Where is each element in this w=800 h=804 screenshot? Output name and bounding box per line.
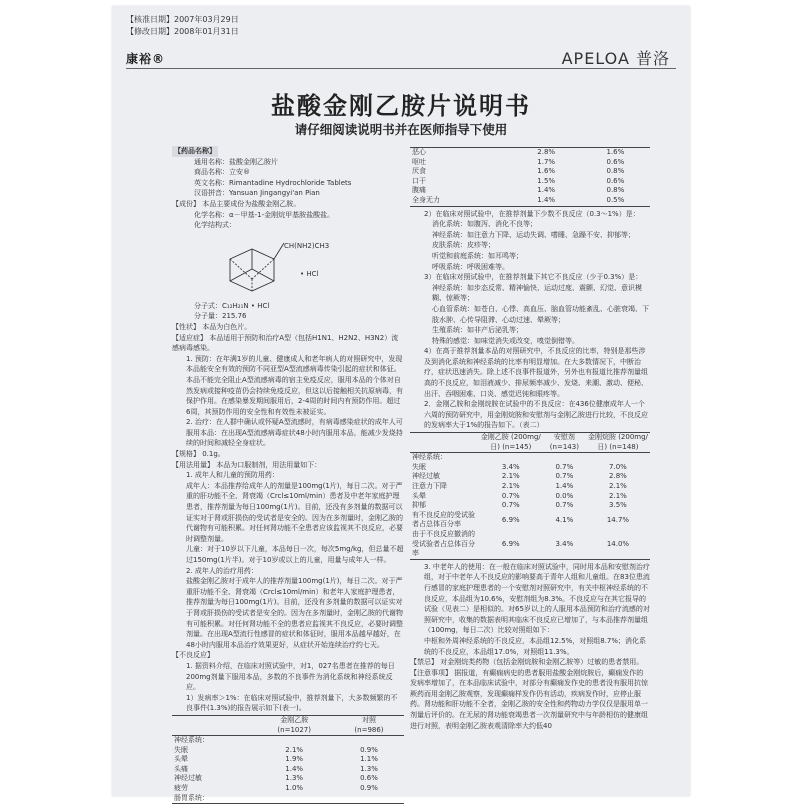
table-row — [410, 492, 650, 502]
table-cell: 神经过敏 — [174, 774, 202, 783]
table-row — [172, 784, 404, 794]
table-row — [410, 463, 650, 473]
table-cell: 0.8% — [606, 167, 625, 176]
table-row — [410, 472, 650, 482]
adr-digestive: 消化系统：如腹泻、消化不良等； — [432, 220, 537, 229]
table-cell: 2.8% — [609, 472, 627, 481]
table-cell: 0.7% — [555, 462, 574, 471]
table-cell: 失眠 — [174, 745, 188, 754]
table-row — [172, 765, 404, 775]
usage-adult: 成年人：本品推荐给成年人的剂量是100mg(1片)，每日二次。对于严重的肝功能不全、肾衰竭（Crcl≤10ml/min）患者及中老年家庭护理患者，推荐剂量为每日100mg(1片)。目前，还没有多剂量的数据可以证实对于肾或肝损伤的受试者是安全的。因为在多剂量时，金刚乙胺的代谢物有可能积累。对任何肾功能不全患者应该监视其不良反应，必要时调整剂量。 — [186, 481, 403, 543]
table-cell: 0.9% — [360, 784, 378, 793]
adr-rare: 3）在临床对照试验中，在推荐剂量下其它不良反应（少于0.3%）是： — [424, 273, 643, 282]
table-row — [410, 177, 650, 187]
structure-hcl: • HCl — [300, 269, 319, 278]
adr-nervous: 神经系统：如注意力下降、运动失调、嗜睡、急躁不安、抑郁等； — [432, 230, 635, 239]
table-row — [410, 453, 650, 463]
adr-elderly: 3. 中老年人的使用：在一般在临床对照试验中，同时用本品和安慰剂治疗组，对于中老年人不良反应的影响要高于青年人组和儿童组。在83位患流行感冒的家庭护理患者的一个安慰剂对照研究中，有关中枢神经系统的不良反应，本品组为10.6%，安慰剂组为8.3%。不良反应与在其它报导的试验（见表二）是相似的。对65岁以上的人服用本品预防和治疗流感的对照研究中，收集的数据表明其临床不良反应已增加了，与本品推荐剂量组（100mg，每日二次）比较对照组如下： — [424, 562, 650, 635]
generic-name: 通用名称：盐酸金刚乙胺片 — [194, 157, 278, 166]
table-cell: 3.5% — [609, 501, 627, 510]
usage-treatment-title: 2. 成年人的治疗用药： — [186, 566, 258, 575]
usage-treatment: 盐酸金刚乙胺对于成年人的推荐剂量100mg(1片)，每日二次。对于严重肝功能不全、肾衰竭（Crcl≤10ml/min）和老年人家庭护理患者，推荐剂量为每日100mg(1片)。目前，还没有多剂量的数据可以证实对于肾或肝损伤的受试者是安全的。因为在多剂量时，金刚乙胺的代谢物有可能积累。对任何肾功能不全的患者应监视其不良反应，必要时调整剂量。在出现A型流行性感冒的症状和体征时，服用本品越早越好，在48小时内服用本品治疗效果更好，从症状开始连续治疗约七天。 — [186, 577, 403, 649]
english-name: 英文名称：Rimantadine Hydrochloride Tablets — [194, 178, 352, 187]
table-cell: 1.6% — [606, 148, 625, 156]
table-cell: 恶心 — [412, 148, 426, 156]
adr-hearing: 听觉和前庭系统：如耳鸣等； — [432, 251, 523, 260]
table-cell: 6.9% — [501, 539, 520, 548]
adamantane-structure-icon — [212, 235, 292, 297]
table-header — [172, 715, 254, 725]
table-row — [410, 167, 650, 177]
table-row — [410, 186, 650, 196]
table-cell: 14.0% — [606, 539, 630, 548]
table-cell: 0.7% — [555, 501, 574, 510]
table-cell: 0.6% — [606, 176, 625, 185]
section-composition: 【成份】 本品主要成份为盐酸金刚乙胺。 — [172, 199, 301, 208]
table-cell: 腹痛 — [412, 186, 426, 195]
table-cell — [254, 736, 333, 746]
indication-treatment: 2. 治疗：在人群中确认或怀疑A型流感时，有病毒感染症状的成年人可服用本品：在出现A型流感病毒症状48小时内服用本品，能减少发烧持续的时间和减轻全身症状。 — [186, 418, 403, 448]
table-cell: 神经系统： — [412, 453, 447, 462]
table-cell: 1.5% — [537, 176, 556, 185]
adr-intro: 1. 据资料介绍，在临床对照试验中，对1，027名患者在推荐的每日200mg剂量下服用本品，多数的不良事件为消化系统和神经系统反应。 — [186, 661, 395, 692]
document-title: 盐酸金刚乙胺片说明书 — [271, 92, 531, 120]
chemical-name: 化学名称：α－甲基-1-金刚烷甲基胺盐酸盐。 — [194, 210, 335, 219]
table-cell: 由于不良反应撤消的受试验者占总体百分率 — [412, 529, 475, 558]
adr-rare-reproductive: 生殖系统：如非产后泌乳等； — [432, 326, 523, 335]
table-cell: 1.4% — [537, 186, 556, 195]
table-cell: 厌食 — [412, 167, 426, 176]
revise-date: 【修改日期】2008年01月31日 — [126, 27, 239, 36]
section-character: 【性状】 本品为白色片。 — [172, 322, 252, 331]
table-cell: 口干 — [412, 176, 426, 185]
table-cell: 0.6% — [606, 157, 625, 166]
table-subheader: (n=986) — [334, 726, 404, 736]
usage-prevention-title: 1. 成年人和儿童的预防用药： — [186, 471, 279, 480]
table-cell: 7.0% — [609, 462, 627, 471]
table-cell: 神经系统： — [174, 736, 209, 745]
section-contraindication: 【禁忌】 对金刚烷类药物（包括金刚烷胺和金刚乙胺等）过敏的患者禁用。 — [410, 658, 644, 667]
table-cell — [479, 453, 543, 463]
table-cell: 2.1% — [501, 482, 520, 490]
chemical-structure — [172, 231, 404, 301]
table-cell: 0.8% — [606, 186, 625, 195]
table-cell: 1.6% — [537, 167, 556, 176]
molecular-weight: 分子量：215.76 — [194, 312, 247, 321]
structure-substituent: CH(NH2)CH3 — [284, 241, 330, 250]
header-divider — [126, 68, 676, 69]
indication-prevention: 1. 预防：在年满1岁的儿童、健康成人和老年病人的对照研究中，发现本品能安全有效的预防不同亚型A型流感病毒传染引起的症状和体征。本品不能完全阻止A型流感病毒的宿主免疫反应，服用本品的个体对自然发病或接种疫苗仍会持续免疫反应，但这以后接触相关抗原病毒，有保护作用。在感染暴发期间服用后，2-4周的时间内有预防作用。超过6周，其预防作用的安全性和有效性未被证实。 — [186, 354, 403, 416]
table-row — [172, 774, 404, 784]
table-cell: 0.7% — [501, 501, 520, 510]
table-cell — [254, 794, 333, 804]
table-cell: 2.8% — [537, 148, 556, 156]
table-subheader: (n=1027) — [254, 726, 333, 736]
table-cell: 1.0% — [285, 784, 304, 793]
table-cell: 头晕 — [412, 491, 426, 500]
table-cell: 疲劳 — [174, 784, 188, 793]
table-cell: 0.7% — [501, 491, 520, 500]
right-column — [410, 146, 650, 796]
molecular-formula: 分子式：C₁₂H₂₁N • HCl — [194, 301, 270, 310]
section-adverse-reactions: 【不良反应】 — [172, 651, 214, 660]
adr-less-common: 2）在临床对照试验中，在推荐剂量下少数不良反应（0.3～1%）是： — [424, 209, 640, 218]
structure-label: 化学结构式： — [194, 221, 236, 230]
table-header: 金刚乙胺 (200mg/日) (n=145) — [479, 433, 543, 453]
table-cell — [334, 736, 404, 746]
table-cell — [586, 453, 650, 463]
table-cell: 1.4% — [285, 764, 304, 773]
table-cell — [334, 794, 404, 804]
table-cell: 1.4% — [537, 195, 556, 204]
table-row — [172, 746, 404, 756]
section-precautions: 【注意事项】 据报道，有癫痫病史的患者服用盐酸金刚烷胺后，癫痫发作的发病率增加了，在本品临床试验中，对部分有癫痫发作史的患者没有服用抗惊厥药而用金刚乙胺观察，发现癫痫样发作仍有活动，疾病发作时，应停止服药。肾功能和肝功能不全者，金刚乙胺的安全性和药物动力学仅仅是服用单一剂量后评价的。在无尿的肾功能衰竭患者一次剂量研究中与年龄相仿的健康组进行对照，表明金刚乙胺表观清除率大约低40 — [410, 668, 648, 730]
table-cell: 1.1% — [360, 755, 378, 764]
table-cell: 2.1% — [285, 745, 304, 754]
section-spec: 【规格】 0.1g。 — [172, 450, 225, 459]
table-cell: 3.4% — [555, 539, 574, 548]
table-cell — [543, 453, 586, 463]
table-cell: 4.1% — [555, 515, 574, 524]
table-cell: 0.7% — [555, 472, 574, 481]
table-cell: 全身无力 — [412, 195, 440, 204]
table-header: 金刚乙胺 — [280, 715, 309, 724]
table-cell: 2.1% — [609, 482, 627, 490]
pinyin-name: 汉语拼音：Yansuan Jingangyi'an Pian — [194, 189, 320, 198]
table-row — [410, 148, 650, 158]
adr-frequent: 1）发病率＞1%：在临床对照试验中，推荐剂量下，大多数频繁的不良事件(1.3%)的报告展示如下(表一)。 — [186, 693, 398, 713]
table-row — [410, 196, 650, 206]
adverse-table-1-continued — [410, 147, 650, 207]
table-row — [410, 482, 650, 492]
usage-child: 儿童：对于10岁以下儿童，本品每日一次，每次5mg/kg，但总量不超过150mg(1片半)。对于10岁或以上的儿童，用量与成年人一样。 — [186, 545, 404, 564]
table-header: 对照 — [361, 715, 376, 724]
adr-skin: 皮肤系统：皮疹等； — [432, 241, 495, 250]
table-cell: 2.1% — [609, 491, 627, 500]
brand-logo-right: APELOA 普洛 — [561, 49, 670, 68]
adr-rare-sensory: 特殊的感觉：如味觉消失或改变，嗅觉倒错等。 — [432, 336, 579, 345]
table-cell: 呕吐 — [412, 157, 426, 166]
adverse-table-1 — [172, 715, 404, 804]
adr-elderly-rates: 中枢和外周神经系统的不良反应，本品组12.5%，对照组8.7%；消化系统的不良反应，本品组17.0%，对照组11.3%。 — [424, 636, 647, 656]
brand-logo-left: 康裕® — [126, 52, 166, 66]
adr-respiratory: 呼吸系统：呼吸困难等。 — [432, 262, 509, 271]
table-cell: 1.9% — [285, 755, 304, 764]
table-header — [410, 433, 479, 453]
date-block — [126, 14, 239, 38]
table-cell: 0.0% — [555, 491, 574, 500]
adr-comparison: 2．金刚乙胺和金刚烷胺在试验中的不良反应：在436位健康成年人一个六周的预防研究中，用金刚烷胺和安慰剂与金刚乙胺进行比较，不良反应的发病率大于1%的报告如下。（表二） — [424, 400, 648, 430]
adr-rare-nervous: 神经系统：如步态反常、精神愉快、运动过度、震颤、幻觉、意识模糊、惊厥等； — [432, 283, 642, 303]
trade-name: 商品名称：立安® — [194, 168, 250, 177]
table-cell: 头痛 — [174, 764, 188, 773]
table-row — [410, 530, 650, 559]
table-cell: 神经过敏 — [412, 472, 440, 481]
table-cell: 失眠 — [412, 462, 426, 471]
table-cell: 肠胃系统： — [174, 793, 209, 802]
table-cell: 抑郁 — [412, 501, 426, 510]
leaflet-sheet — [112, 6, 690, 802]
table-cell: 1.4% — [555, 482, 574, 490]
table-row — [172, 736, 404, 746]
table-row — [410, 158, 650, 168]
table-cell: 头晕 — [174, 755, 188, 764]
document-subtitle: 请仔细阅读说明书并在医师指导下使用 — [294, 122, 508, 137]
table-cell: 3.4% — [501, 462, 520, 471]
section-indication: 【适应症】 本品适用于预防和治疗A型（包括H1N1、H2N2、H3N2）流感病毒感染。 — [172, 333, 399, 353]
table-cell: 注意力下降 — [412, 482, 447, 490]
table-header: 安慰剂 (n=143) — [543, 433, 586, 453]
table-row — [410, 501, 650, 511]
approve-date: 【核准日期】2007年03月29日 — [126, 15, 239, 24]
table-cell: 14.7% — [606, 515, 630, 524]
table-subheader — [172, 726, 254, 736]
table-cell: 0.6% — [360, 774, 378, 783]
table-cell: 0.5% — [606, 195, 625, 204]
table-cell: 1.3% — [360, 764, 378, 773]
section-drug-name: 【药品名称】 — [174, 147, 216, 155]
adr-rare-cardio: 心血管系统：如苍白、心悸、高血压、脑血管功能紊乱、心脏衰竭、下肢水肿、心传导阻滞、心动过速、晕厥等； — [432, 304, 649, 324]
adverse-table-2 — [410, 432, 650, 560]
table-cell: 0.9% — [360, 745, 378, 754]
table-cell: 6.9% — [501, 515, 520, 524]
section-usage: 【用法用量】 本品为口服制剂，用法用量如下： — [172, 460, 322, 469]
left-column — [172, 146, 404, 802]
table-cell: 1.3% — [285, 774, 304, 783]
table-row — [172, 794, 404, 804]
table-row — [410, 511, 650, 530]
table-header: 金刚烷胺 (200mg/日) (n=148) — [586, 433, 650, 453]
table-cell: 1.7% — [537, 157, 556, 166]
table-cell: 2.1% — [501, 472, 520, 481]
adr-high-dose: 4）在高于推荐剂量本品的对照研究中，不良反应的比率，特别是那些涉及到消化系统和神经系统的比率有明显增加。在大多数情况下，中断治疗，症状迅速消失。除上述不良事件报道外，另外也有报道比推荐剂量组高的不良反应，如泪液减少、排尿频率减少、发烧、来潮、激动、便秘、出汗、吞咽困难、口炎、感觉迟钝和眼疼等。 — [424, 347, 648, 398]
table-row — [172, 755, 404, 765]
table-cell: 有不良反应的受试验者占总体百分率 — [412, 510, 475, 529]
